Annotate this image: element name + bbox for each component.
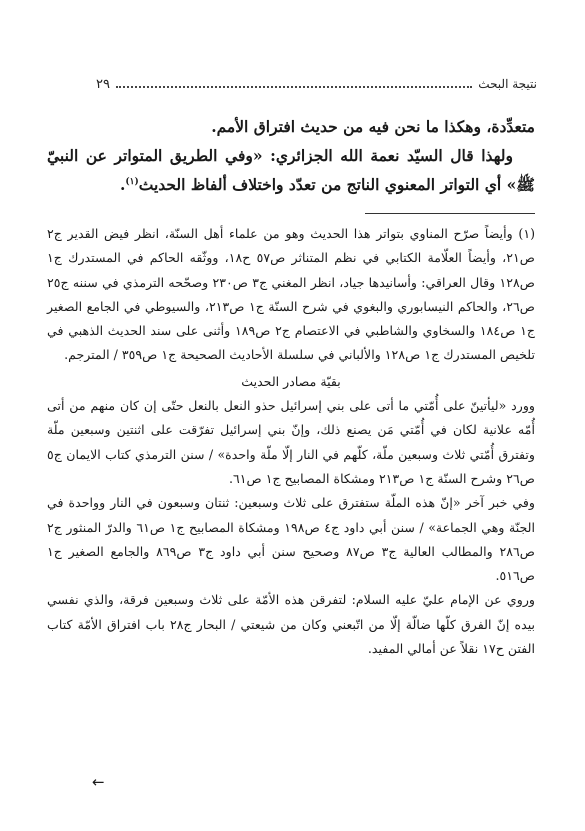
main-paragraph-2 xyxy=(47,141,535,199)
main-paragraph-1 xyxy=(47,112,535,141)
running-title: نتيجة البحث xyxy=(478,77,537,91)
footnote-paragraph-3: وروي عن الإمام عليّ عليه السلام: لتفرقن هذه الأمّة على ثلاث وسبعين فرقة، والذي نفسي بيده إنّ الفرق كلّها ضالّة إلّا من اتّبعني وكان من شيعتي / البحار ج٢٨ باب افتراق الأمّة كتاب الفتن ح١٧ نقلاً عن أمالي المفيد. xyxy=(47,592,536,657)
footnote-1: (١) وأيضاً صرّح المناوي بتواتر هذا الحديث وهو من علماء أهل السنّة، انظر فيض القدير ج٢ ص٢١، وأيضاً العلّامة الكتابي في نظم المتناثر ص٥٧ ح١٨، ووثّقه الحاكم في المستدرك ج١ ص١٢٨ وقال العراقي: وأسانيدها جياد، انظر المغني ج٣ ص٢٣٠ وصحّحه الترمذي في سننه ج٢٥ ص٢٦، والحاكم النيسابوري والبغوي في شرح السنّة ج١ ص٢١٣، والسيوطي في الجامع الصغير ج١ ص١٨٤ والسخاوي والشاطبي في الاعتصام ج٢ ص١٨٩ وأثنى على سند الحديث الذهبي في تلخيص المستدرك ج١ ص١٢٨ والألباني في سلسلة الأحاديث الصحيحة ج١ ص٣٥٩ / المترجم. xyxy=(47,226,536,363)
footnote-reference[interactable]: (١) xyxy=(125,176,139,187)
footnote-subheading: بقيّة مصادر الحديث xyxy=(241,373,341,389)
main-line-2: ولهذا قال السيّد نعمة الله الجزائري: «وفي الطريق المتواتر عن النبيّ ﷺ» أي التواتر المعنوي الناتج من تعدّد واختلاف ألفاظ الحديث xyxy=(47,146,535,194)
dotted-leader xyxy=(116,86,472,88)
main-text xyxy=(47,112,535,199)
footnote-separator xyxy=(365,213,535,214)
footnotes xyxy=(47,222,535,661)
page-number: ٢٩ xyxy=(96,76,110,92)
footnote-paragraph-2: وفي خبر آخر «إنّ هذه الملّة ستفترق على ثلاث وسبعين: ثنتان وسبعون في النار وواحدة في الجنّة وهي الجماعة» / سنن أبي داود ج٤ ص١٩٨ ومشكاة المصابيح ج١ ص٦١ والدرّ المنثور ج٢ ص٢٨٦ والمطالب العالية ج٣ ص٨٧ وصحيح سنن أبي داود ج٣ ص٨٦٩ والجامع الصغير ج١ ص٥١٦. xyxy=(47,495,535,584)
main-line-2-end: . xyxy=(119,175,126,194)
footnote-paragraph-1: وورد «ليأتينّ على أُمّتي ما أتى على بني إسرائيل حذو النعل بالنعل حتّى إن كان منهم من أتى أُمّه علانية لكان في أُمّتي مَن يصنع ذلك، وإنّ بني إسرائيل تفرّقت على اثنتين وسبعين ملّة وتفترق أُمّتي ثلاث وسبعين ملّة، كلّهم في النار إلّا ملّة واحدة» / سنن الترمذي كتاب الايمان ج٥ ص٢٦ وشرح السنّة ج١ ص٢١٣ ومشكاة المصابيح ج١ ص٦١. xyxy=(47,398,535,486)
main-line-1: متعدِّدة، وهكذا ما نحن فيه من حديث افتراق الأمم. xyxy=(211,117,535,136)
running-header xyxy=(96,74,537,94)
continuation-arrow-icon: ← xyxy=(92,773,105,791)
